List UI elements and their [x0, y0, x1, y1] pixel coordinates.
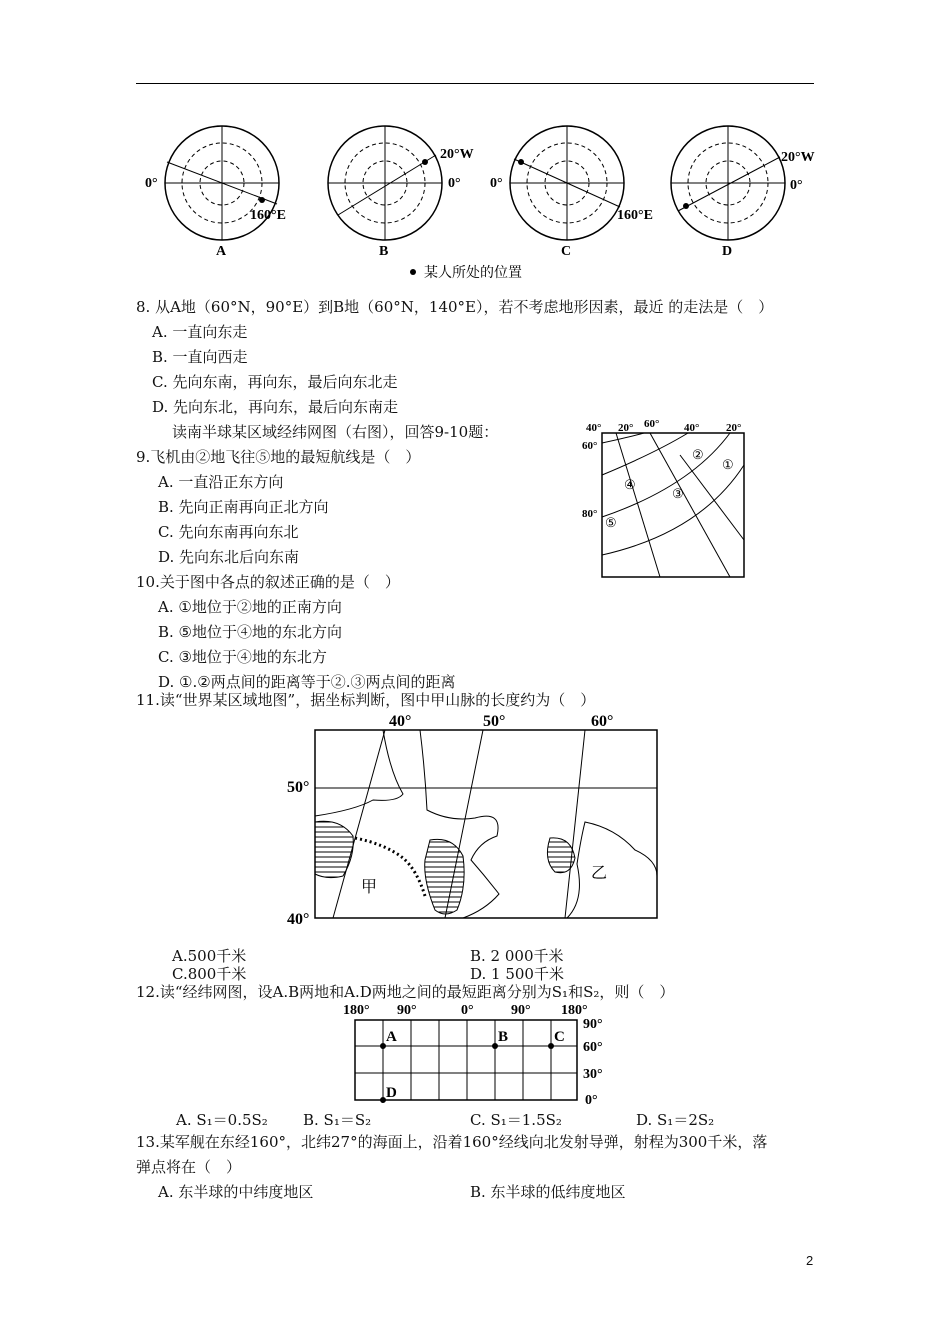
- svg-text:40°: 40°: [586, 422, 602, 434]
- svg-text:40°: 40°: [389, 713, 412, 730]
- svg-text:40°: 40°: [287, 911, 310, 928]
- svg-text:60°: 60°: [644, 418, 660, 430]
- svg-text:0°: 0°: [461, 1003, 474, 1018]
- svg-text:④: ④: [624, 477, 636, 492]
- q10-option-b: B. ⑤地位于④地的东北方向: [158, 623, 343, 641]
- q11-option-a: A.500千米: [172, 947, 247, 965]
- svg-text:D: D: [386, 1085, 397, 1101]
- q12-option-a: A. S₁＝0.5S₂: [176, 1111, 268, 1129]
- svg-text:20°: 20°: [726, 422, 742, 434]
- svg-text:C: C: [561, 244, 572, 259]
- q11-option-b: B. 2 000千米: [470, 947, 564, 965]
- q13-option-b: B. 东半球的低纬度地区: [470, 1183, 626, 1201]
- southern-hemisphere-grid-figure: [580, 415, 750, 585]
- svg-text:甲: 甲: [361, 879, 378, 896]
- polar-projection-figure: [130, 115, 830, 290]
- svg-text:0°: 0°: [585, 1093, 598, 1108]
- svg-text:C: C: [554, 1029, 565, 1045]
- q13-option-a: A. 东半球的中纬度地区: [158, 1183, 314, 1201]
- q9-option-c: C. 先向东南再向东北: [158, 523, 299, 541]
- svg-text:60°: 60°: [583, 1040, 603, 1055]
- polar-panel-c: [490, 126, 653, 259]
- svg-text:B: B: [379, 244, 389, 259]
- svg-text:A: A: [216, 244, 227, 259]
- polar-panel-a: [145, 126, 286, 259]
- header-rule: [136, 83, 814, 84]
- svg-text:乙: 乙: [591, 865, 608, 882]
- svg-text:③: ③: [672, 486, 684, 501]
- polar-panel-d: [671, 126, 815, 259]
- polar-panel-b: [328, 126, 474, 259]
- svg-text:D: D: [722, 244, 733, 259]
- page-number: 2: [806, 1253, 814, 1268]
- q9-option-b: B. 先向正南再向正北方向: [158, 498, 329, 516]
- graticule-grid-figure: [335, 998, 625, 1108]
- polar-legend: 某人所处的位置: [424, 266, 522, 281]
- q12-option-c: C. S₁＝1.5S₂: [470, 1111, 562, 1129]
- svg-text:80°: 80°: [582, 508, 598, 520]
- svg-text:B: B: [498, 1029, 509, 1045]
- q13-stem-line2: 弹点将在（ ）: [136, 1158, 242, 1176]
- svg-text:⑤: ⑤: [605, 515, 617, 530]
- svg-text:20°W: 20°W: [440, 147, 474, 162]
- svg-text:60°: 60°: [582, 440, 598, 452]
- world-region-map: [285, 710, 665, 930]
- q8-option-c: C. 先向东南，再向东，最后向东北走: [152, 373, 398, 391]
- q8-option-a: A. 一直向东走: [152, 323, 248, 341]
- q11-option-d: D. 1 500千米: [470, 965, 564, 983]
- q11-stem: 11.读“世界某区域地图”，据坐标判断，图中甲山脉的长度约为（ ）: [136, 691, 596, 709]
- svg-text:0°: 0°: [448, 176, 461, 191]
- svg-text:0°: 0°: [790, 178, 803, 193]
- svg-text:0°: 0°: [490, 176, 503, 191]
- q8-stem: 8. 从A地（60°N，90°E）到B地（60°N，140°E），若不考虑地形因素，最近 的走法是（ ）: [136, 298, 774, 316]
- svg-text:50°: 50°: [483, 713, 506, 730]
- svg-text:①: ①: [722, 457, 734, 472]
- svg-text:20°: 20°: [618, 422, 634, 434]
- q10-option-c: C. ③地位于④地的东北方: [158, 648, 327, 666]
- q10-option-d: D. ①.②两点间的距离等于②.③两点间的距离: [158, 673, 456, 691]
- q12-stem: 12.读“经纬网图，设A.B两地和A.D两地之间的最短距离分别为S₁和S₂，则（ ）: [136, 983, 675, 1001]
- svg-text:160°E: 160°E: [617, 208, 653, 223]
- q12-option-b: B. S₁＝S₂: [303, 1111, 372, 1129]
- q10-option-a: A. ①地位于②地的正南方向: [158, 598, 342, 616]
- q8-option-d: D. 先向东北，再向东，最后向东南走: [152, 398, 399, 416]
- intro-9-10: 读南半球某区域经纬网图（右图），回答9-10题：: [172, 423, 499, 441]
- q9-option-d: D. 先向东北后向东南: [158, 548, 300, 566]
- q10-stem: 10.关于图中各点的叙述正确的是（ ）: [136, 573, 400, 591]
- svg-text:90°: 90°: [511, 1003, 531, 1018]
- svg-text:30°: 30°: [583, 1067, 603, 1082]
- svg-text:50°: 50°: [287, 779, 310, 796]
- q9-stem: 9.飞机由②地飞往⑤地的最短航线是（ ）: [136, 448, 421, 466]
- q9-option-a: A. 一直沿正东方向: [158, 473, 284, 491]
- q8-option-b: B. 一直向西走: [152, 348, 248, 366]
- svg-text:②: ②: [692, 447, 704, 462]
- svg-text:90°: 90°: [583, 1017, 603, 1032]
- svg-text:90°: 90°: [397, 1003, 417, 1018]
- svg-text:180°: 180°: [561, 1003, 588, 1018]
- svg-text:40°: 40°: [684, 422, 700, 434]
- svg-text:60°: 60°: [591, 713, 614, 730]
- svg-text:0°: 0°: [145, 176, 158, 191]
- svg-text:160°E: 160°E: [250, 208, 286, 223]
- svg-text:180°: 180°: [343, 1003, 370, 1018]
- q12-option-d: D. S₁＝2S₂: [636, 1111, 715, 1129]
- q13-stem-line1: 13.某军舰在东经160°，北纬27°的海面上，沿着160°经线向北发射导弹，射程为300千米，落: [136, 1133, 768, 1151]
- q11-option-c: C.800千米: [172, 965, 247, 983]
- svg-text:20°W: 20°W: [781, 150, 815, 165]
- svg-text:A: A: [386, 1029, 397, 1045]
